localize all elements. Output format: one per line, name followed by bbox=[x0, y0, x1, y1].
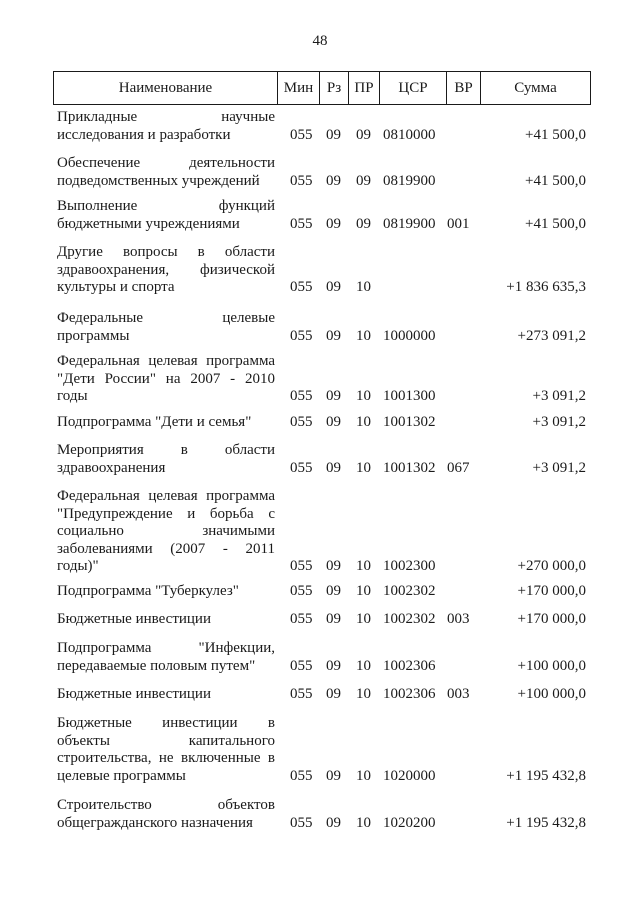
cell-min: 055 bbox=[290, 215, 313, 232]
cell-min: 055 bbox=[290, 611, 313, 627]
row-name-line: культуры и спорта bbox=[57, 279, 175, 295]
cell-csr: 1002302 bbox=[383, 611, 436, 627]
row-name bbox=[57, 310, 275, 345]
row-name bbox=[57, 353, 275, 406]
cell-sum: +273 091,2 bbox=[517, 327, 586, 344]
cell-sum: +270 000,0 bbox=[517, 558, 586, 574]
cell-csr: 1001302 bbox=[383, 414, 436, 430]
row-name-line: Бюджетные инвестиции bbox=[57, 686, 211, 702]
cell-min: 055 bbox=[290, 172, 313, 189]
cell-sum: +41 500,0 bbox=[525, 215, 586, 232]
row-name bbox=[57, 797, 275, 832]
cell-min: 055 bbox=[290, 459, 313, 476]
cell-pr: 10 bbox=[356, 414, 371, 430]
row-name-line: заболеваниями (2007 - 2011 bbox=[57, 540, 275, 557]
column-header-vr: ВР bbox=[447, 72, 481, 105]
row-name-line: Бюджетные инвестиции bbox=[57, 611, 211, 627]
row-name-line: годы bbox=[57, 388, 88, 404]
cell-csr: 1001302 bbox=[383, 459, 436, 476]
column-header-name: Наименование bbox=[54, 72, 278, 105]
cell-rz: 09 bbox=[326, 583, 341, 599]
cell-csr: 1020200 bbox=[383, 814, 436, 831]
row-name bbox=[57, 198, 275, 233]
cell-pr: 09 bbox=[356, 215, 371, 232]
cell-min: 055 bbox=[290, 388, 313, 404]
row-name-line: здравоохранения, физической bbox=[57, 261, 275, 278]
row-name-line: общегражданского назначения bbox=[57, 814, 253, 831]
row-name-line: объекты капитального bbox=[57, 732, 275, 749]
cell-min: 055 bbox=[290, 558, 313, 574]
row-name-line: "Дети России" на 2007 - 2010 bbox=[57, 370, 275, 387]
cell-min: 055 bbox=[290, 327, 313, 344]
cell-sum: +3 091,2 bbox=[532, 388, 586, 404]
cell-rz: 09 bbox=[326, 279, 341, 295]
row-name bbox=[57, 715, 275, 785]
row-name-line: Мероприятия в области bbox=[57, 442, 275, 458]
column-header-min: Мин bbox=[278, 72, 320, 105]
cell-rz: 09 bbox=[326, 327, 341, 344]
cell-pr: 09 bbox=[356, 126, 371, 143]
row-name bbox=[57, 155, 275, 190]
row-name-line: годы)" bbox=[57, 558, 99, 574]
cell-sum: +170 000,0 bbox=[517, 583, 586, 599]
cell-csr: 1001300 bbox=[383, 388, 436, 404]
cell-pr: 10 bbox=[356, 327, 371, 344]
cell-rz: 09 bbox=[326, 172, 341, 189]
row-name bbox=[57, 244, 275, 297]
row-name bbox=[57, 611, 275, 629]
row-name-line: здравоохранения bbox=[57, 459, 166, 476]
row-name-line: строительства, не включенные в bbox=[57, 750, 275, 766]
cell-min: 055 bbox=[290, 583, 313, 599]
cell-sum: +41 500,0 bbox=[525, 172, 586, 189]
cell-min: 055 bbox=[290, 686, 313, 702]
cell-pr: 10 bbox=[356, 611, 371, 627]
cell-rz: 09 bbox=[326, 611, 341, 627]
cell-sum: +1 195 432,8 bbox=[506, 767, 586, 784]
cell-min: 055 bbox=[290, 657, 313, 674]
row-name-line: Прикладные научные bbox=[57, 109, 275, 125]
row-name bbox=[57, 686, 275, 704]
row-name-line: Другие вопросы в области bbox=[57, 244, 275, 260]
cell-pr: 10 bbox=[356, 583, 371, 599]
cell-min: 055 bbox=[290, 414, 313, 430]
cell-csr: 1002300 bbox=[383, 558, 436, 574]
row-name bbox=[57, 414, 275, 432]
cell-pr: 10 bbox=[356, 657, 371, 674]
cell-csr: 1000000 bbox=[383, 327, 436, 344]
cell-sum: +170 000,0 bbox=[517, 611, 586, 627]
row-name bbox=[57, 109, 275, 144]
cell-rz: 09 bbox=[326, 414, 341, 430]
column-header-rz: Рз bbox=[320, 72, 349, 105]
cell-sum: +100 000,0 bbox=[517, 657, 586, 674]
cell-rz: 09 bbox=[326, 686, 341, 702]
cell-min: 055 bbox=[290, 814, 313, 831]
cell-vr: 001 bbox=[447, 215, 470, 232]
cell-pr: 10 bbox=[356, 388, 371, 404]
column-header-sum: Сумма bbox=[481, 72, 591, 105]
row-name-line: Подпрограмма "Туберкулез" bbox=[57, 583, 239, 599]
row-name bbox=[57, 488, 275, 576]
cell-pr: 09 bbox=[356, 172, 371, 189]
cell-pr: 10 bbox=[356, 686, 371, 702]
cell-sum: +3 091,2 bbox=[532, 459, 586, 476]
cell-pr: 10 bbox=[356, 814, 371, 831]
row-name-line: Обеспечение деятельности bbox=[57, 155, 275, 171]
row-name bbox=[57, 640, 275, 675]
row-name-line: программы bbox=[57, 327, 130, 344]
cell-rz: 09 bbox=[326, 215, 341, 232]
row-name-line: Подпрограмма "Инфекции, bbox=[57, 640, 275, 656]
row-name-line: передаваемые половым путем" bbox=[57, 657, 256, 674]
cell-rz: 09 bbox=[326, 657, 341, 674]
cell-vr: 067 bbox=[447, 459, 470, 476]
row-name-line: Выполнение функций bbox=[57, 198, 275, 214]
cell-pr: 10 bbox=[356, 459, 371, 476]
cell-rz: 09 bbox=[326, 814, 341, 831]
row-name-line: Федеральные целевые bbox=[57, 310, 275, 326]
cell-csr: 1020000 bbox=[383, 767, 436, 784]
cell-sum: +100 000,0 bbox=[517, 686, 586, 702]
cell-rz: 09 bbox=[326, 558, 341, 574]
cell-pr: 10 bbox=[356, 767, 371, 784]
cell-csr: 1002306 bbox=[383, 657, 436, 674]
cell-pr: 10 bbox=[356, 558, 371, 574]
cell-min: 055 bbox=[290, 126, 313, 143]
cell-sum: +1 836 635,3 bbox=[506, 279, 586, 295]
row-name-line: Федеральная целевая программа bbox=[57, 353, 275, 369]
column-header-pr: ПР bbox=[349, 72, 380, 105]
cell-vr: 003 bbox=[447, 686, 470, 702]
row-name-line: Бюджетные инвестиции в bbox=[57, 715, 275, 731]
cell-csr: 1002306 bbox=[383, 686, 436, 702]
row-name-line: социально значимыми bbox=[57, 523, 275, 539]
cell-sum: +1 195 432,8 bbox=[506, 814, 586, 831]
cell-pr: 10 bbox=[356, 279, 371, 295]
row-name bbox=[57, 442, 275, 477]
cell-rz: 09 bbox=[326, 388, 341, 404]
row-name-line: подведомственных учреждений bbox=[57, 172, 260, 189]
row-name-line: Строительство объектов bbox=[57, 797, 275, 813]
row-name-line: Федеральная целевая программа bbox=[57, 488, 275, 504]
cell-rz: 09 bbox=[326, 126, 341, 143]
cell-csr: 0819900 bbox=[383, 215, 436, 232]
row-name bbox=[57, 583, 275, 601]
page-number: 48 bbox=[312, 33, 328, 49]
row-name-line: "Предупреждение и борьба с bbox=[57, 505, 275, 522]
cell-rz: 09 bbox=[326, 767, 341, 784]
cell-min: 055 bbox=[290, 279, 313, 295]
cell-sum: +41 500,0 bbox=[525, 126, 586, 143]
cell-csr: 0819900 bbox=[383, 172, 436, 189]
row-name-line: бюджетными учреждениями bbox=[57, 215, 240, 232]
row-name-line: целевые программы bbox=[57, 767, 186, 784]
cell-sum: +3 091,2 bbox=[532, 414, 586, 430]
row-name-line: исследования и разработки bbox=[57, 126, 231, 143]
column-header-csr: ЦСР bbox=[380, 72, 447, 105]
cell-csr: 1002302 bbox=[383, 583, 436, 599]
cell-vr: 003 bbox=[447, 611, 470, 627]
cell-rz: 09 bbox=[326, 459, 341, 476]
row-name-line: Подпрограмма "Дети и семья" bbox=[57, 414, 252, 430]
cell-csr: 0810000 bbox=[383, 126, 436, 143]
cell-min: 055 bbox=[290, 767, 313, 784]
